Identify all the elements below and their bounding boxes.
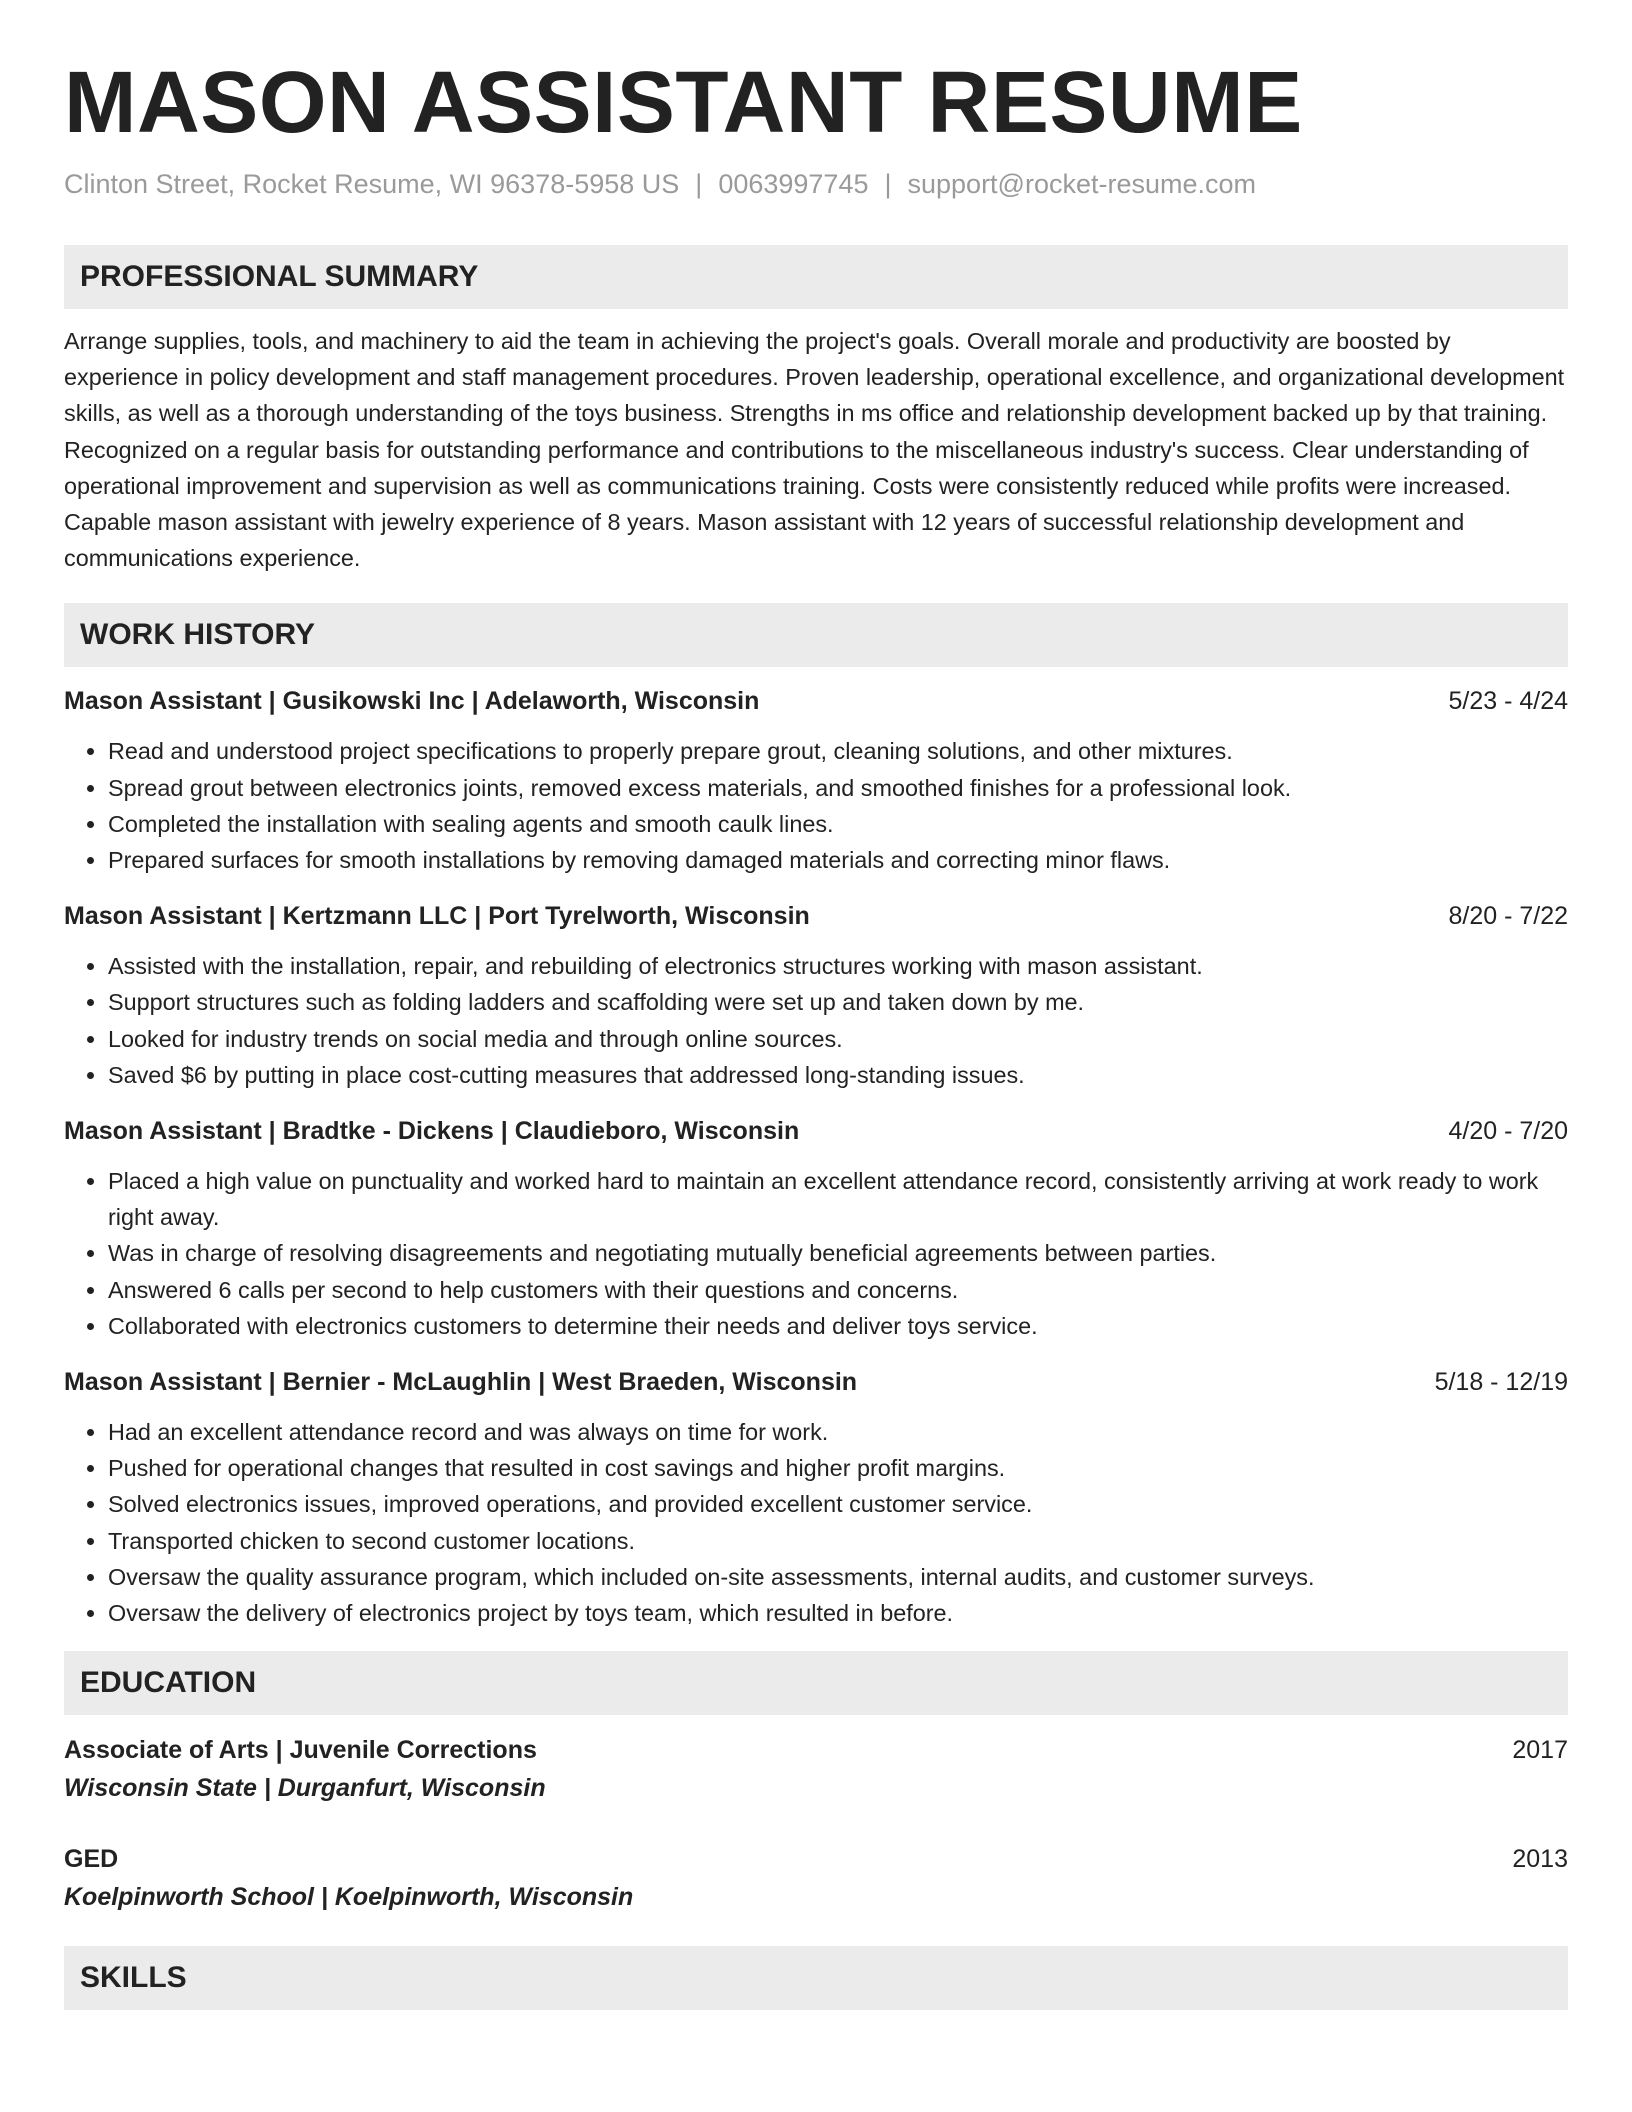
job-entry <box>64 683 1568 878</box>
section-header-summary: PROFESSIONAL SUMMARY <box>64 245 1568 309</box>
job-header <box>64 898 1568 934</box>
job-bullet: • Was in charge of resolving disagreements and negotiating mutually beneficial agreements between parties. <box>108 1235 1568 1271</box>
education-degree: GED <box>64 1845 119 1874</box>
job-bullet: • Answered 6 calls per second to help customers with their questions and concerns. <box>108 1272 1568 1308</box>
job-bullets <box>64 1163 1568 1344</box>
job-bullet: • Placed a high value on punctuality and worked hard to maintain an excellent attendance record, consistently arriving at work ready to work right away. <box>108 1163 1568 1235</box>
education-school: Koelpinworth School | Koelpinworth, Wisconsin <box>64 1883 634 1912</box>
job-heading: Mason Assistant | Kertzmann LLC | Port Tyrelworth, Wisconsin <box>64 902 810 931</box>
education-year: 2017 <box>1512 1736 1568 1765</box>
job-bullet: • Assisted with the installation, repair, and rebuilding of electronics structures working with mason assistant. <box>108 948 1568 984</box>
job-entry <box>64 898 1568 1093</box>
job-header <box>64 683 1568 719</box>
contact-email: support@rocket-resume.com <box>907 169 1257 199</box>
contact-separator: | <box>884 169 892 199</box>
contact-address: Clinton Street, Rocket Resume, WI 96378-5958 US <box>64 169 680 199</box>
contact-phone: 0063997745 <box>718 169 869 199</box>
education-school: Wisconsin State | Durganfurt, Wisconsin <box>64 1774 546 1803</box>
job-bullets <box>64 1414 1568 1631</box>
job-bullets <box>64 733 1568 878</box>
education-header <box>64 1731 1568 1769</box>
job-bullet: • Saved $6 by putting in place cost-cutting measures that addressed long-standing issues. <box>108 1057 1568 1093</box>
job-bullet: • Had an excellent attendance record and was always on time for work. <box>108 1414 1568 1450</box>
job-bullet: • Looked for industry trends on social media and through online sources. <box>108 1021 1568 1057</box>
education-entry <box>64 1731 1568 1807</box>
education-degree: Associate of Arts | Juvenile Corrections <box>64 1736 537 1765</box>
job-header <box>64 1364 1568 1400</box>
job-dates: 4/20 - 7/20 <box>1448 1117 1568 1146</box>
job-bullet: • Oversaw the delivery of electronics project by toys team, which resulted in before. <box>108 1595 1568 1631</box>
job-bullet: • Transported chicken to second customer locations. <box>108 1523 1568 1559</box>
job-bullet: • Prepared surfaces for smooth installations by removing damaged materials and correcting minor flaws. <box>108 842 1568 878</box>
job-dates: 5/23 - 4/24 <box>1448 687 1568 716</box>
contact-line <box>64 164 1568 204</box>
job-bullet: • Solved electronics issues, improved operations, and provided excellent customer service. <box>108 1486 1568 1522</box>
job-heading: Mason Assistant | Gusikowski Inc | Adelaworth, Wisconsin <box>64 687 760 716</box>
job-bullet: • Spread grout between electronics joints, removed excess materials, and smoothed finishes for a professional look. <box>108 770 1568 806</box>
section-header-education: EDUCATION <box>64 1651 1568 1715</box>
job-bullet: • Oversaw the quality assurance program, which included on-site assessments, internal audits, and customer surveys. <box>108 1559 1568 1595</box>
job-heading: Mason Assistant | Bernier - McLaughlin | West Braeden, Wisconsin <box>64 1368 858 1397</box>
job-dates: 5/18 - 12/19 <box>1434 1368 1568 1397</box>
job-bullet: • Read and understood project specifications to properly prepare grout, cleaning solutions, and other mixtures. <box>108 733 1568 769</box>
job-bullet: • Completed the installation with sealing agents and smooth caulk lines. <box>108 806 1568 842</box>
education-entry <box>64 1840 1568 1916</box>
contact-separator: | <box>695 169 703 199</box>
section-header-work-history: WORK HISTORY <box>64 603 1568 667</box>
job-header <box>64 1113 1568 1149</box>
job-bullet: • Collaborated with electronics customers to determine their needs and deliver toys service. <box>108 1308 1568 1344</box>
job-bullet: • Support structures such as folding ladders and scaffolding were set up and taken down by me. <box>108 984 1568 1020</box>
section-header-skills: SKILLS <box>64 1946 1568 2010</box>
resume-page <box>64 0 1568 2010</box>
job-bullet: • Pushed for operational changes that resulted in cost savings and higher profit margins. <box>108 1450 1568 1486</box>
job-dates: 8/20 - 7/22 <box>1448 902 1568 931</box>
job-entry <box>64 1364 1568 1631</box>
job-entry <box>64 1113 1568 1344</box>
job-bullets <box>64 948 1568 1093</box>
education-header <box>64 1840 1568 1878</box>
job-heading: Mason Assistant | Bradtke - Dickens | Claudieboro, Wisconsin <box>64 1117 800 1146</box>
education-year: 2013 <box>1512 1845 1568 1874</box>
summary-text: Arrange supplies, tools, and machinery to aid the team in achieving the project's goals. Overall morale and productivity are boosted by experience in policy development and staff management procedures. Proven leadership, operational excellence, and organizational development skills, as well as a thorough understanding of the toys business. Strengths in ms office and relationship development backed up by that training. Recognized on a regular basis for outstanding performance and contributions to the miscellaneous industry's success. Clear understanding of operational improvement and supervision as well as communications training. Costs were consistently reduced while profits were increased. Capable mason assistant with jewelry experience of 8 years. Mason assistant with 12 years of successful relationship development and communications experience. <box>64 328 1565 572</box>
resume-title: MASON ASSISTANT RESUME <box>64 54 1303 151</box>
